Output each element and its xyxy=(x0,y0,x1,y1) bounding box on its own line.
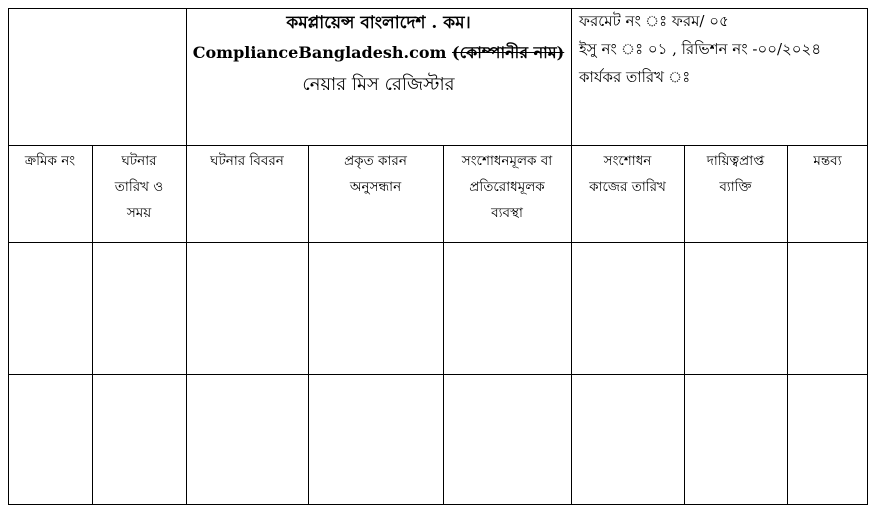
table-cell[interactable] xyxy=(187,243,308,374)
register-title: নেয়ার মিস রেজিস্টার xyxy=(302,74,455,95)
table-row xyxy=(8,243,868,374)
column-header-line: প্রকৃত কারন xyxy=(344,153,407,169)
table-cell[interactable] xyxy=(9,243,92,374)
column-header-serial xyxy=(8,148,92,174)
column-header-line: কাজের তারিখ xyxy=(589,179,666,195)
website-name: ComplianceBangladesh.com xyxy=(192,43,447,62)
table-cell[interactable] xyxy=(9,375,92,504)
company-line xyxy=(186,10,571,38)
column-header-action xyxy=(443,148,571,226)
column-header-line: ব্যবস্থা xyxy=(491,205,523,221)
border-top xyxy=(8,8,868,9)
column-header-line: তারিখ ও xyxy=(114,179,164,195)
site-name xyxy=(193,43,564,62)
table-cell[interactable] xyxy=(93,243,186,374)
table-row xyxy=(8,375,868,504)
table-cell[interactable] xyxy=(309,375,443,504)
table-cell[interactable] xyxy=(444,243,571,374)
column-header-line: ব্যাক্তি xyxy=(719,179,752,195)
table-cell[interactable] xyxy=(309,243,443,374)
column-header-correction-date xyxy=(571,148,684,200)
column-header-line: ঘটনার বিবরন xyxy=(210,153,284,169)
column-header-line: ক্রমিক নং xyxy=(24,153,76,169)
format-number: ফরমেট নং ঃ ফরম/ ০৫ xyxy=(579,12,729,30)
column-header-description xyxy=(186,148,308,174)
table-cell[interactable] xyxy=(187,375,308,504)
company-name: কমপ্লায়েন্স বাংলাদেশ . কম। xyxy=(286,13,471,33)
column-header-datetime xyxy=(92,148,186,226)
table-cell[interactable] xyxy=(93,375,186,504)
column-header-line: প্রতিরোধমূলক xyxy=(469,179,545,195)
border-bottom xyxy=(8,504,868,505)
column-header-line: সময় xyxy=(126,205,152,221)
column-header-line: সংশোধনমূলক বা xyxy=(461,153,553,169)
column-header-line: অনুসন্ধান xyxy=(349,179,402,195)
column-header-line: সংশোধন xyxy=(603,153,652,169)
company-placeholder: (কোম্পানীর নাম) xyxy=(452,43,565,62)
column-header-line: দায়িত্বপ্রাপ্ত xyxy=(706,153,765,169)
column-header-line: ঘটনার xyxy=(121,153,157,169)
table-cell[interactable] xyxy=(788,375,867,504)
column-header-root-cause xyxy=(308,148,443,200)
register-form xyxy=(8,8,868,505)
issue-revision: ইসু নং ঃ ০১ , রিভিশন নং -০০/২০২৪ xyxy=(579,40,822,58)
column-header-line: মন্তব্য xyxy=(813,153,842,169)
header-bottom-rule xyxy=(8,145,868,146)
table-cell[interactable] xyxy=(788,243,867,374)
table-cell[interactable] xyxy=(572,243,684,374)
table-cell[interactable] xyxy=(685,243,787,374)
table-cell[interactable] xyxy=(572,375,684,504)
table-cell[interactable] xyxy=(685,375,787,504)
site-line xyxy=(186,40,571,67)
table-cell[interactable] xyxy=(444,375,571,504)
column-header-remarks xyxy=(787,148,868,174)
register-title-line xyxy=(186,70,571,101)
title-right-divider xyxy=(571,8,572,146)
column-header-responsible xyxy=(684,148,787,200)
effective-date: কার্যকর তারিখ ঃ xyxy=(579,68,691,86)
